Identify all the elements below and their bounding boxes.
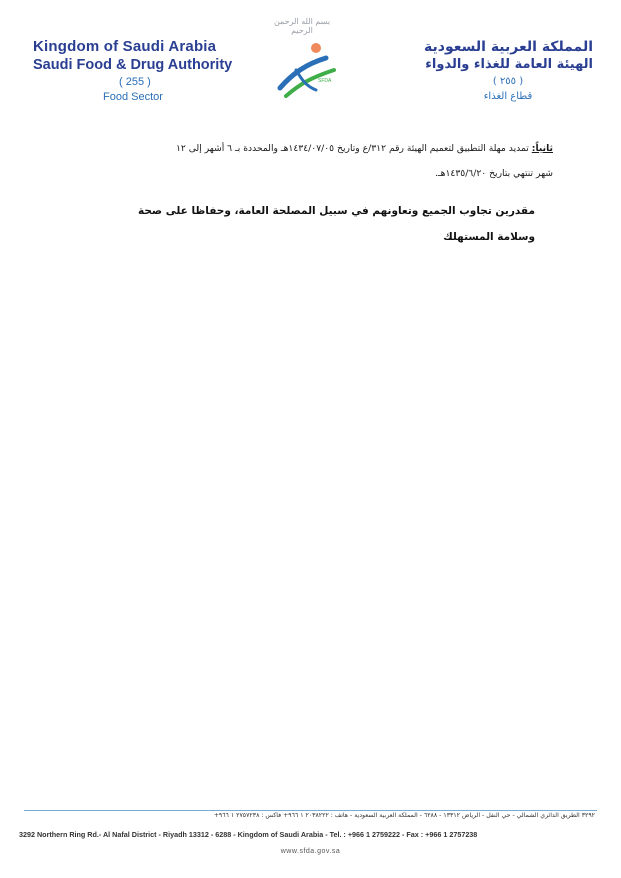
english-kingdom-title: Kingdom of Saudi Arabia: [33, 38, 217, 55]
english-authority-title: Saudi Food & Drug Authority: [33, 57, 233, 73]
arabic-sector-name: قطاع الغذاء: [483, 91, 533, 102]
paragraph-line-2: شهر تنتهي بتاريخ ١٤٣٥/٦/٢٠هـ.: [434, 168, 553, 179]
closing-line-1: مقدرين تجاوب الجميع وتعاونهم في سبيل المصلحة العامة، وحفاظا على صحة: [137, 205, 535, 217]
body-paragraph: [90, 136, 553, 186]
arabic-authority-title: الهيئة العامة للغذاء والدواء: [425, 57, 593, 72]
sfda-logo-text: SFDA: [318, 78, 332, 84]
english-sector-name: Food Sector: [103, 91, 163, 103]
sfda-logo-icon: [272, 40, 350, 104]
closing-line-2: وسلامة المستهلك: [443, 231, 535, 243]
arabic-kingdom-title: المملكة العربية السعودية: [424, 39, 593, 55]
arabic-sector-number: ( ٢٥٥ ): [492, 76, 524, 87]
english-sector-number: ( 255 ): [119, 76, 151, 88]
paragraph-lead: ثانياً:: [531, 143, 553, 154]
footer-divider: [24, 810, 597, 811]
footer-website-link[interactable]: www.sfda.gov.sa: [280, 848, 341, 855]
arabic-letterhead: [363, 38, 593, 104]
basmala-calligraphy: بسم الله الرحمن الرحيم: [273, 17, 331, 35]
paragraph-line-1: [90, 136, 553, 161]
paragraph-text-1: تمديد مهلة التطبيق لتعميم الهيئة رقم ٣١٢/ع وتاريخ ١٤٣٤/٠٧/٠٥هـ والمحددة بـ ٦ أشهر إلى ١٢: [175, 143, 532, 154]
closing-statement: [100, 198, 535, 250]
footer-address-english: 3292 Northern Ring Rd.- Al Nafal District - Riyadh 13312 - 6288 - Kingdom of Saudi Arabia - Tel. : +966 1 2759222 - Fax : +966 1 2757238: [19, 830, 478, 839]
english-letterhead: [33, 38, 243, 104]
footer-address-arabic: ٣٢٩٢ الطريق الدائري الشمالي - حي النفل - الرياض ١٣٣١٢ - ٦٢٨٨ - المملكة العربية السعودية - هاتف : ٢٠٣٨٢٢٢ ١ ٩٦٦+ فاكس : ٢٧٥٧٢٣٨ ١ ٩٦٦+: [213, 812, 595, 819]
